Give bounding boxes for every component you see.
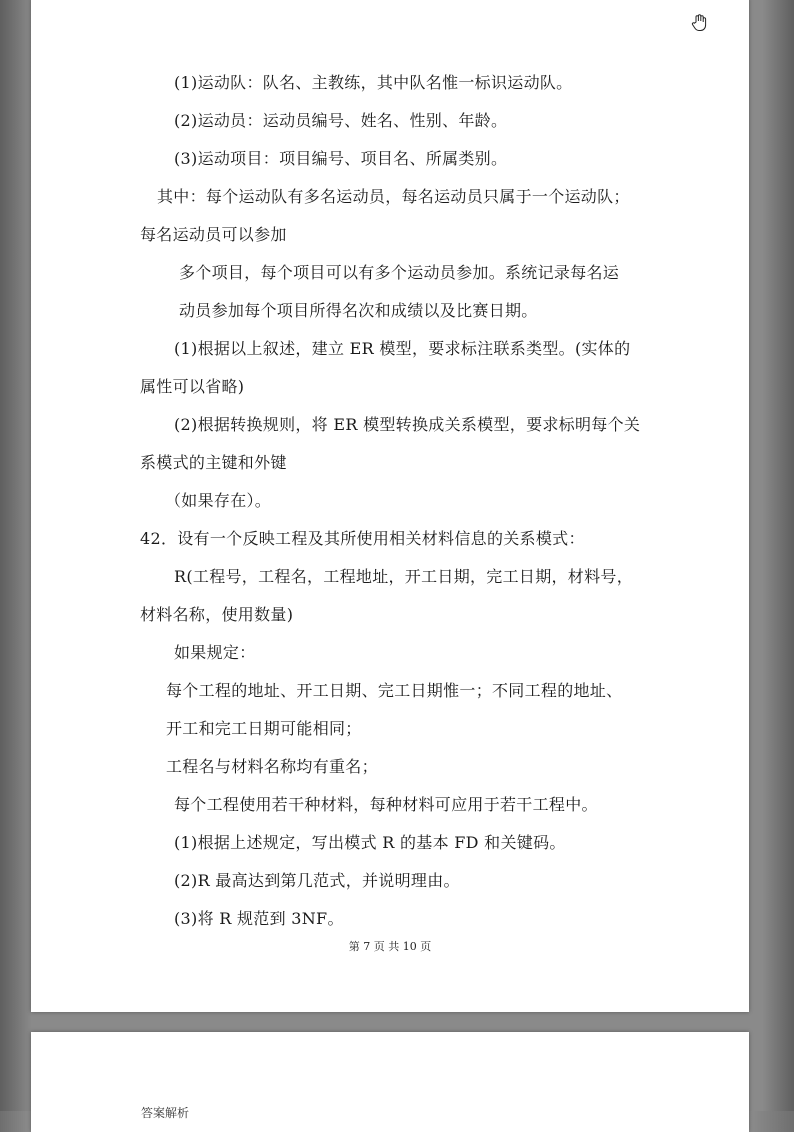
document-page-8 [31,1032,749,1132]
text-line-10: (2)根据转换规则，将 ER 模型转换成关系模型，要求标明每个关 [174,415,641,434]
text-line-17: 每个工程的地址、开工日期、完工日期惟一；不同工程的地址、 [166,681,623,700]
text-line-11: 系模式的主键和外键 [140,453,287,472]
text-line-21: (1)根据上述规定，写出模式 R 的基本 FD 和关键码。 [174,833,566,852]
text-line-3: (3)运动项目：项目编号、项目名、所属类别。 [174,149,508,168]
text-line-7: 动员参加每个项目所得名次和成绩以及比赛日期。 [179,301,538,320]
text-line-12: （如果存在）。 [165,491,272,510]
page-footer: 第 7 页 共 10 页 [348,940,432,953]
text-line-6: 多个项目，每个项目可以有多个运动员参加。系统记录每名运 [179,263,620,282]
text-line-22: (2)R 最高达到第几范式，并说明理由。 [174,871,460,890]
text-line-4: 其中：每个运动队有多名运动员，每名运动员只属于一个运动队； [157,187,630,206]
next-page-partial-text: 答案解析 [141,1106,190,1120]
text-line-18: 开工和完工日期可能相同； [166,719,362,738]
text-line-1: (1)运动队：队名、主教练，其中队名惟一标识运动队。 [174,73,573,92]
text-line-8: (1)根据以上叙述，建立 ER 模型，要求标注联系类型。(实体的 [174,339,631,358]
text-line-14: R(工程号，工程名，工程地址，开工日期，完工日期，材料号， [174,567,633,586]
text-line-19: 工程名与材料名称均有重名； [166,757,378,776]
hand-pointer-icon [691,14,707,32]
question-42-heading: 42．设有一个反映工程及其所使用相关材料信息的关系模式： [140,529,585,548]
text-line-2: (2)运动员：运动员编号、姓名、性别、年龄。 [174,111,508,130]
text-line-15: 材料名称，使用数量) [140,605,294,624]
text-line-23: (3)将 R 规范到 3NF。 [174,909,344,928]
text-line-5: 每名运动员可以参加 [140,225,287,244]
document-page-7 [31,0,749,1012]
text-line-20: 每个工程使用若干种材料，每种材料可应用于若干工程中。 [174,795,598,814]
text-line-9: 属性可以省略) [140,377,245,396]
text-line-16: 如果规定： [174,643,256,662]
